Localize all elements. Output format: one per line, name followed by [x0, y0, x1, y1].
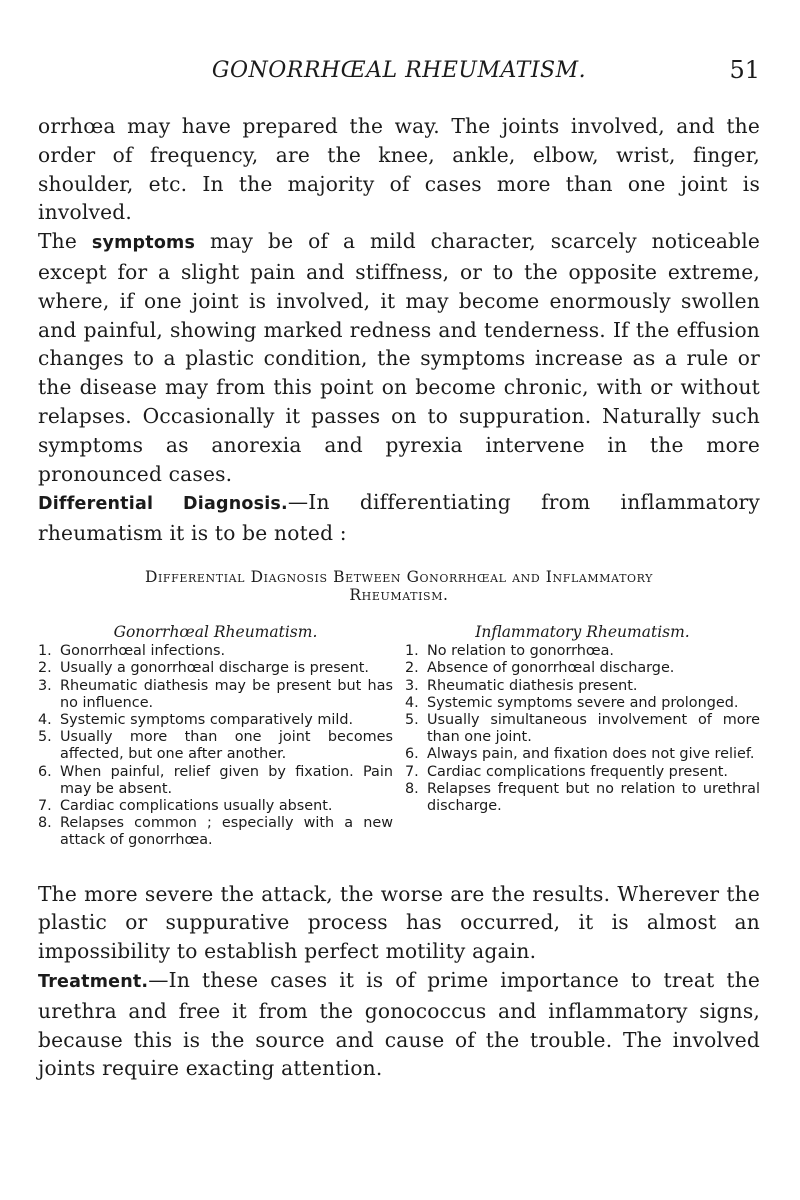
- closing-section: [38, 880, 760, 1084]
- item-text: Always pain, and fixation does not give relief.: [427, 746, 755, 763]
- item-text: Usually a gonorrhœal discharge is present.: [60, 660, 369, 677]
- item-number: 8.: [38, 815, 52, 832]
- differential-paragraph: [38, 488, 760, 548]
- item-text: Gonorrhœal infections.: [60, 643, 226, 660]
- item-text: Absence of gonorrhœal discharge.: [427, 660, 675, 677]
- left-column-heading: Gonorrhœal Rheumatism.: [113, 622, 318, 641]
- treatment-paragraph: [38, 966, 760, 1083]
- intro-paragraph: orrhœa may have prepared the way. The joints involved, and the order of frequency, are the knee, ankle, elbow, wrist, finger, shoulder, etc. In the majority of cases more than one joint is involved.: [38, 114, 760, 225]
- right-column-heading: Inflammatory Rheumatism.: [475, 622, 690, 641]
- item-text: Systemic symptoms severe and prolonged.: [427, 694, 739, 711]
- symptoms-heading: symptoms: [91, 233, 196, 254]
- item-number: 5.: [38, 729, 52, 746]
- left-list: [38, 643, 393, 849]
- item-number: 1.: [38, 643, 52, 660]
- item-number: 5.: [405, 711, 419, 728]
- symptoms-text: may be of a mild character, scarcely noticeable except for a slight pain and stiffness, or to the opposite extreme, where, if one joint is involved, it may become enormously swollen and painful, showing marked redness and tenderness. If the effusion changes to a plastic condition, the symptoms increase as a rule or the disease may from this point on become chronic, with or without relapses. Occasionally it passes on to suppuration. Naturally such symptoms as anorexia and pyrexia intervene in the more pronounced cases.: [38, 229, 761, 486]
- item-text: Relapses common ; especially with a new attack of gonorrhœa.: [60, 815, 393, 849]
- table-title-line2: Rheumatism.: [349, 585, 449, 604]
- item-number: 1.: [405, 643, 419, 660]
- list-item: [38, 764, 393, 798]
- list-item: [38, 712, 393, 729]
- list-item: [405, 746, 760, 763]
- item-number: 8.: [405, 780, 419, 797]
- item-number: 6.: [38, 763, 52, 780]
- list-item: [405, 712, 760, 746]
- item-number: 3.: [38, 677, 52, 694]
- item-text: Cardiac complications usually absent.: [60, 797, 333, 814]
- list-item: [405, 660, 760, 677]
- item-number: 7.: [38, 797, 52, 814]
- treatment-heading: Treatment.: [38, 971, 149, 992]
- table-title: [38, 568, 760, 604]
- list-item: [405, 643, 760, 660]
- item-number: 2.: [405, 660, 419, 677]
- item-number: 2.: [38, 660, 52, 677]
- item-number: 4.: [405, 694, 419, 711]
- list-item: [405, 695, 760, 712]
- page-number: 51: [729, 56, 760, 84]
- comparison-table: [38, 624, 760, 850]
- running-head: [38, 0, 760, 84]
- item-number: 7.: [405, 763, 419, 780]
- item-text: Rheumatic diathesis may be present but has no influence.: [60, 677, 393, 711]
- running-head-title: GONORRHŒAL RHEUMATISM.: [211, 58, 587, 83]
- item-text: No relation to gonorrhœa.: [427, 643, 615, 660]
- right-column: [401, 624, 760, 850]
- item-text: Cardiac complications frequently present.: [427, 763, 728, 780]
- item-text: Systemic symptoms comparatively mild.: [60, 711, 354, 728]
- item-text: Relapses frequent but no relation to urethral discharge.: [427, 780, 760, 814]
- list-item: [38, 678, 393, 712]
- list-item: [405, 678, 760, 695]
- list-item: [38, 729, 393, 763]
- body-text: [38, 112, 760, 548]
- item-text: Usually more than one joint becomes affected, but one after another.: [60, 729, 393, 763]
- symptoms-paragraph: [38, 227, 760, 488]
- differential-text: —In differentiating from inflammatory rheumatism it is to be noted :: [38, 490, 761, 546]
- table-title-line1: Differential Diagnosis Between Gonorrhœal and Inflammatory: [144, 567, 654, 586]
- list-item: [38, 643, 393, 660]
- item-text: When painful, relief given by fixation. Pain may be absent.: [60, 763, 393, 797]
- list-item: [38, 660, 393, 677]
- item-text: Rheumatic diathesis present.: [427, 677, 638, 694]
- closing-paragraph: The more severe the attack, the worse are the results. Wherever the plastic or suppurative process has occurred, it is almost an impossibility to establish perfect motility again.: [38, 881, 760, 964]
- treatment-text: —In these cases it is of prime importance to treat the urethra and free it from the gonococcus and inflammatory signs, because this is the source and cause of the trouble. The involved joints require exacting attention.: [38, 967, 760, 1081]
- item-number: 4.: [38, 711, 52, 728]
- symptoms-lead: The: [38, 229, 78, 254]
- differential-heading: Differential Diagnosis.: [38, 494, 288, 515]
- list-item: [405, 781, 760, 815]
- item-number: 6.: [405, 746, 419, 763]
- list-item: [38, 815, 393, 849]
- item-number: 3.: [405, 677, 419, 694]
- list-item: [38, 798, 393, 815]
- item-text: Usually simultaneous involvement of more than one joint.: [427, 711, 760, 746]
- left-column: [38, 624, 401, 850]
- right-list: [405, 643, 760, 815]
- list-item: [405, 764, 760, 781]
